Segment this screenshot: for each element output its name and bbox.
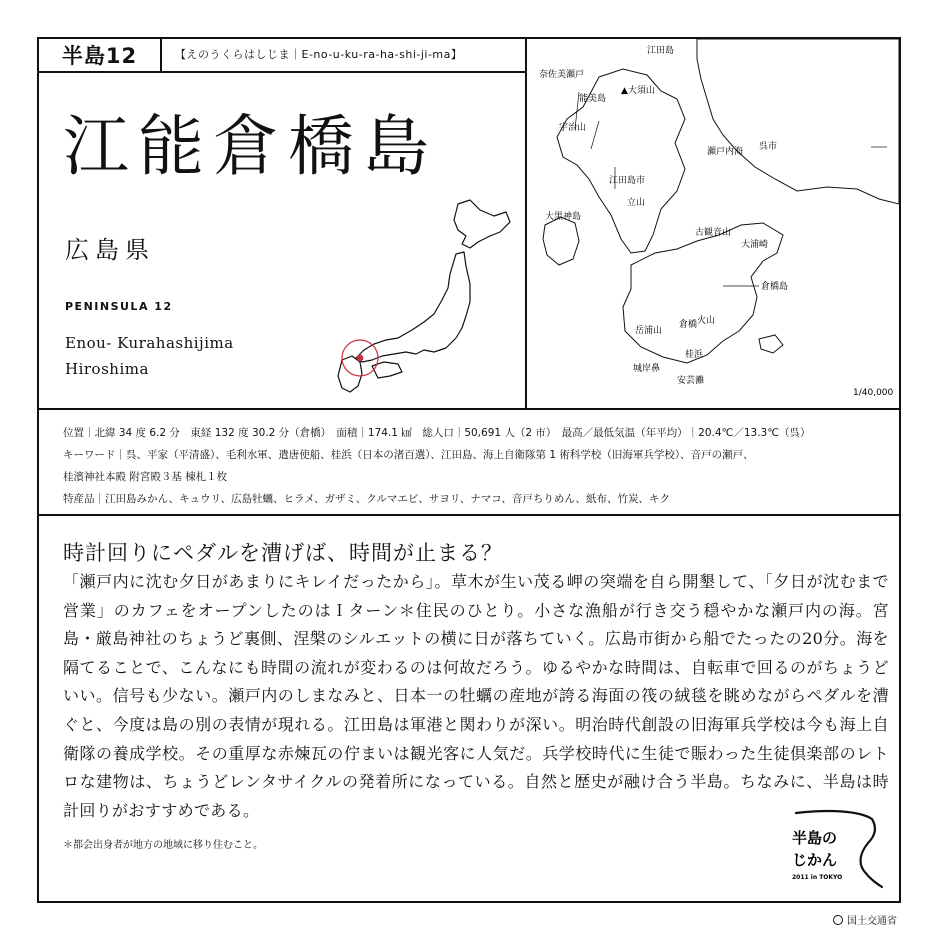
- map-label-okusuyama: ▲大須山: [621, 86, 655, 96]
- map-label-keihama: 桂浜: [685, 350, 704, 360]
- map-label-setonaikai: 瀬戸内海: [707, 147, 744, 157]
- map-scale: 1/40,000: [853, 388, 894, 398]
- ministry-emblem-icon: [833, 915, 843, 925]
- footnote: ＊都会出身者が地方の地域に移り住むこと。: [63, 840, 263, 851]
- map-label-uzumasa: 宇治山: [559, 123, 587, 133]
- map-label-shirogishi: 城岸鼻: [633, 364, 661, 374]
- facts-top-divider: [39, 408, 899, 410]
- location-dot: [357, 355, 364, 362]
- article-body: 「瀬戸内に沈む夕日があまりにキレイだったから」。草木が生い茂る岬の突端を自ら開墾して、「夕日が沈むまで営業」のカフェをオープンしたのはＩターン＊住民のひとり。小さな漁船が行き交う穏やかな瀬戸内の海。宮島・厳島神社のちょうど裏側、涅槃のシルエットの横に日が落ちていく。広島市街から船でたったの20分。海を隔てることで、こんなにも時間の流れが変わるのは何故だろう。ゆるやかな時間は、自転車で回るのがちょうどいい。信号も少ない。瀬戸内のしまなみと、日本一の牡蠣の産地が誇る海面の筏の絨毯を眺めながらペダルを漕ぐと、今度は島の別の表情が現れる。江田島は軍港と関わりが深い。明治時代創設の旧海軍兵学校は今も海上自衛隊の養成学校。その重厚な赤煉瓦の佇まいは観光客に人気だ。兵学校時代に生徒で賑わった生徒倶楽部のレトロな建物は、ちょうどレンタサイクルの発着所になっている。自然と歴史が融け合う半島。ちなみに、半島は時計回りがおすすめである。: [63, 572, 889, 820]
- reading-label: 【えのうくらはしじま｜E-no-u-ku-ra-ha-shi-ji-ma】: [175, 48, 463, 61]
- map-label-ooura: 大浦崎: [741, 240, 769, 250]
- map-label-hiyama: 火山: [697, 316, 716, 326]
- region-map: [527, 39, 899, 408]
- facts-line-keywords-2: 桂濱神社本殿 附宮殿３基 棟札１枚: [63, 471, 228, 483]
- logo-text-line-1: 半島の: [792, 829, 838, 847]
- facts-line-location: 位置｜北緯 34 度 6.2 分 東経 132 度 30.2 分（倉橋） 面積｜174.1 ㎢ 総人口｜50,691 人（2 市） 最高／最低気温（年平均）｜20.4℃／13.3℃（呉）: [63, 427, 811, 439]
- peninsula-number-tag: 半島12: [61, 44, 138, 68]
- map-label-nomishima: 能美島: [579, 94, 607, 104]
- hokkaido-shape: [454, 200, 510, 248]
- map-label-nasami: 奈佐美瀬戸: [539, 70, 585, 80]
- peninsula-label: PENINSULA 12: [65, 300, 173, 313]
- map-label-kure: 呉市: [759, 142, 778, 152]
- facts-section: [63, 422, 883, 510]
- map-label-ookurojima: 大黒神島: [545, 212, 582, 222]
- article-headline: 時計回りにペダルを漕げば、時間が止まる？: [63, 541, 503, 565]
- kyushu-shape: [338, 356, 362, 392]
- romaji-line-2: Hiroshima: [65, 360, 149, 378]
- facts-line-keywords-1: キーワード｜呉、平家（平清盛）、毛利水軍、遣唐使船、桂浜（日本の渚百選）、江田島、海上自衛隊第 1 術科学校（旧海軍兵学校）、音戸の瀬戸、: [63, 449, 754, 461]
- map-label-tateyama: 立山: [627, 198, 646, 208]
- romaji-name: [65, 330, 234, 382]
- ministry-credit: [833, 912, 897, 927]
- ministry-name: 国土交通省: [847, 916, 897, 927]
- hanto-no-jikan-logo: [790, 807, 888, 892]
- map-label-etajima: 江田島: [647, 46, 675, 56]
- map-label-kurahashi: 倉橋島: [761, 282, 789, 292]
- map-label-kokanonyama: 古観音山: [695, 228, 732, 238]
- facts-line-specialties: 特産品｜江田島みかん、キュウリ、広島牡蠣、ヒラメ、ガザミ、クルマエビ、サヨリ、ナマコ、音戸ちりめん、紙布、竹炭、キク: [63, 493, 671, 505]
- romaji-line-1: Enou- Kurahashijima: [65, 334, 234, 352]
- logo-text-line-2: じかん: [792, 851, 838, 869]
- tag-divider: [160, 39, 162, 72]
- facts-bottom-divider: [39, 514, 899, 516]
- map-label-anzanada: 安芸灘: [677, 376, 705, 386]
- map-label-kurahashi-town: 倉橋: [679, 320, 698, 330]
- logo-subtext: 2011 in TOKYO: [792, 874, 843, 881]
- header-divider: [39, 71, 525, 73]
- map-label-etajima-city: 江田島市: [609, 176, 646, 186]
- map-label-dakeyama: 岳浦山: [635, 326, 663, 336]
- page-title: 江能倉橋島: [63, 108, 438, 185]
- prefecture-label: 広島県: [65, 236, 155, 264]
- japan-locator-map: [320, 192, 512, 398]
